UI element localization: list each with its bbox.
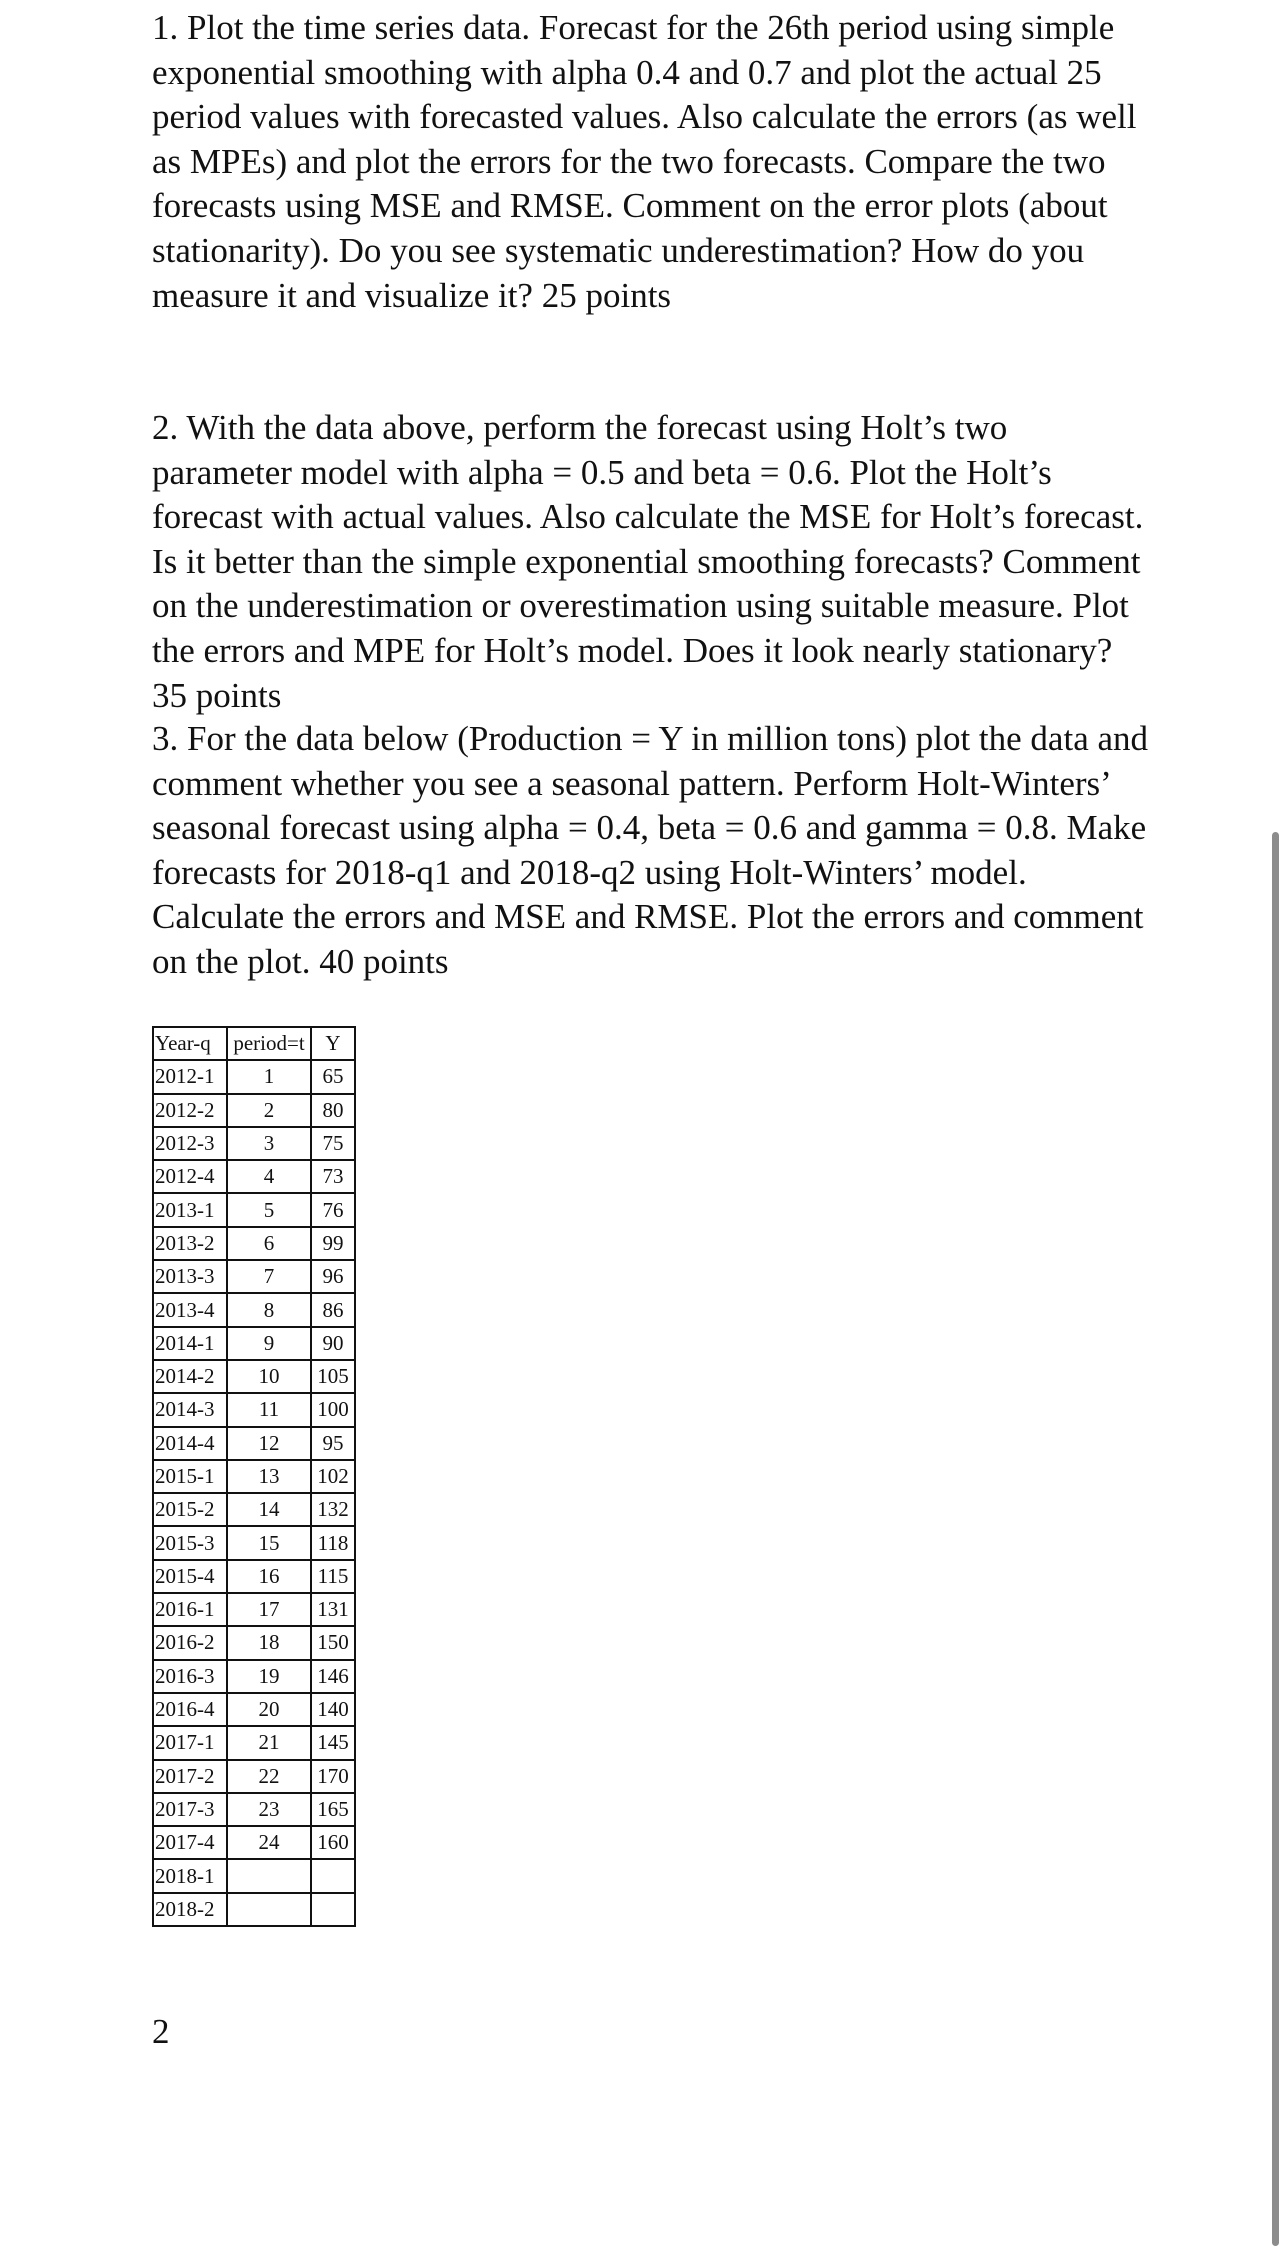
table-row xyxy=(153,1360,355,1393)
cell-year-quarter: 2014-3 xyxy=(153,1393,227,1426)
cell-period: 7 xyxy=(227,1260,311,1293)
cell-period: 1 xyxy=(227,1060,311,1093)
table-row xyxy=(153,1560,355,1593)
cell-period: 3 xyxy=(227,1127,311,1160)
cell-production: 131 xyxy=(311,1593,355,1626)
cell-year-quarter: 2017-2 xyxy=(153,1760,227,1793)
table-row xyxy=(153,1094,355,1127)
cell-production: 96 xyxy=(311,1260,355,1293)
cell-year-quarter: 2012-4 xyxy=(153,1160,227,1193)
cell-production: 73 xyxy=(311,1160,355,1193)
cell-period: 9 xyxy=(227,1327,311,1360)
cell-period: 21 xyxy=(227,1726,311,1759)
cell-period: 24 xyxy=(227,1826,311,1859)
table-row xyxy=(153,1393,355,1426)
cell-period: 10 xyxy=(227,1360,311,1393)
cell-production: 99 xyxy=(311,1227,355,1260)
cell-production: 160 xyxy=(311,1826,355,1859)
cell-year-quarter: 2012-3 xyxy=(153,1127,227,1160)
table-row xyxy=(153,1327,355,1360)
cell-production: 86 xyxy=(311,1293,355,1326)
cell-production: 118 xyxy=(311,1526,355,1559)
production-data-table xyxy=(152,1026,356,1927)
cell-production: 65 xyxy=(311,1060,355,1093)
table-body xyxy=(153,1060,355,1926)
cell-year-quarter: 2012-1 xyxy=(153,1060,227,1093)
cell-year-quarter: 2013-1 xyxy=(153,1193,227,1226)
table-row xyxy=(153,1193,355,1226)
table-row xyxy=(153,1660,355,1693)
cell-period: 23 xyxy=(227,1793,311,1826)
cell-period: 11 xyxy=(227,1393,311,1426)
header-period: period=t xyxy=(227,1027,311,1060)
cell-period: 12 xyxy=(227,1427,311,1460)
cell-period xyxy=(227,1859,311,1892)
cell-year-quarter: 2015-4 xyxy=(153,1560,227,1593)
cell-production: 100 xyxy=(311,1393,355,1426)
table-row xyxy=(153,1893,355,1926)
table-row xyxy=(153,1526,355,1559)
cell-year-quarter: 2017-1 xyxy=(153,1726,227,1759)
cell-production: 170 xyxy=(311,1760,355,1793)
table-row xyxy=(153,1060,355,1093)
cell-period: 15 xyxy=(227,1526,311,1559)
table-row xyxy=(153,1826,355,1859)
cell-year-quarter: 2016-1 xyxy=(153,1593,227,1626)
page-number: 2 xyxy=(152,2012,170,2051)
cell-year-quarter: 2016-3 xyxy=(153,1660,227,1693)
cell-year-quarter: 2015-1 xyxy=(153,1460,227,1493)
cell-production: 145 xyxy=(311,1726,355,1759)
table-row xyxy=(153,1460,355,1493)
table-row xyxy=(153,1793,355,1826)
table-header-row xyxy=(153,1027,355,1060)
vertical-scrollbar[interactable] xyxy=(1272,832,1279,2246)
cell-period xyxy=(227,1893,311,1926)
cell-year-quarter: 2013-4 xyxy=(153,1293,227,1326)
table-row xyxy=(153,1593,355,1626)
cell-period: 14 xyxy=(227,1493,311,1526)
cell-year-quarter: 2014-2 xyxy=(153,1360,227,1393)
cell-period: 22 xyxy=(227,1760,311,1793)
cell-period: 16 xyxy=(227,1560,311,1593)
cell-year-quarter: 2017-3 xyxy=(153,1793,227,1826)
header-production: Y xyxy=(311,1027,355,1060)
cell-period: 4 xyxy=(227,1160,311,1193)
cell-period: 19 xyxy=(227,1660,311,1693)
table-row xyxy=(153,1127,355,1160)
cell-period: 5 xyxy=(227,1193,311,1226)
cell-production: 115 xyxy=(311,1560,355,1593)
cell-production: 150 xyxy=(311,1626,355,1659)
cell-production: 165 xyxy=(311,1793,355,1826)
cell-production: 75 xyxy=(311,1127,355,1160)
table-row xyxy=(153,1859,355,1892)
header-year-quarter: Year-q xyxy=(153,1027,227,1060)
cell-year-quarter: 2015-2 xyxy=(153,1493,227,1526)
cell-period: 18 xyxy=(227,1626,311,1659)
cell-production xyxy=(311,1859,355,1892)
cell-production: 102 xyxy=(311,1460,355,1493)
cell-year-quarter: 2018-1 xyxy=(153,1859,227,1892)
table-row xyxy=(153,1227,355,1260)
cell-production xyxy=(311,1893,355,1926)
table-row xyxy=(153,1626,355,1659)
cell-production: 90 xyxy=(311,1327,355,1360)
cell-year-quarter: 2013-2 xyxy=(153,1227,227,1260)
cell-year-quarter: 2015-3 xyxy=(153,1526,227,1559)
cell-year-quarter: 2016-2 xyxy=(153,1626,227,1659)
cell-production: 80 xyxy=(311,1094,355,1127)
table-row xyxy=(153,1260,355,1293)
question-2: 2. With the data above, perform the forecast using Holt’s two parameter model with alpha = 0.5 and beta = 0.6. Plot the Holt’s forecast with actual values. Also calculate the MSE for Holt’s forecast. Is it better than the simple exponential smoothing forecasts? Comment on the underestimation or overestimation using suitable measure. Plot the errors and MPE for Holt’s model. Does it look nearly stationary? 35 points xyxy=(152,408,1144,715)
cell-year-quarter: 2014-4 xyxy=(153,1427,227,1460)
cell-period: 20 xyxy=(227,1693,311,1726)
table-row xyxy=(153,1693,355,1726)
table-row xyxy=(153,1160,355,1193)
cell-year-quarter: 2014-1 xyxy=(153,1327,227,1360)
cell-production: 105 xyxy=(311,1360,355,1393)
cell-period: 2 xyxy=(227,1094,311,1127)
cell-period: 8 xyxy=(227,1293,311,1326)
table-row xyxy=(153,1760,355,1793)
cell-period: 6 xyxy=(227,1227,311,1260)
cell-production: 140 xyxy=(311,1693,355,1726)
question-3: 3. For the data below (Production = Y in million tons) plot the data and comment whether you see a seasonal pattern. Perform Holt-Winters’ seasonal forecast using alpha = 0.4, beta = 0.6 and gamma = 0.8. Make forecasts for 2018-q1 and 2018-q2 using Holt-Winters’ model. Calculate the errors and MSE and RMSE. Plot the errors and comment on the plot. 40 points xyxy=(152,719,1149,981)
cell-year-quarter: 2018-2 xyxy=(153,1893,227,1926)
table-row xyxy=(153,1726,355,1759)
cell-period: 17 xyxy=(227,1593,311,1626)
table-row xyxy=(153,1493,355,1526)
cell-production: 132 xyxy=(311,1493,355,1526)
cell-production: 95 xyxy=(311,1427,355,1460)
cell-year-quarter: 2013-3 xyxy=(153,1260,227,1293)
cell-production: 146 xyxy=(311,1660,355,1693)
table-row xyxy=(153,1293,355,1326)
cell-period: 13 xyxy=(227,1460,311,1493)
cell-year-quarter: 2016-4 xyxy=(153,1693,227,1726)
cell-year-quarter: 2017-4 xyxy=(153,1826,227,1859)
cell-year-quarter: 2012-2 xyxy=(153,1094,227,1127)
cell-production: 76 xyxy=(311,1193,355,1226)
question-1: 1. Plot the time series data. Forecast for the 26th period using simple exponential smoothing with alpha 0.4 and 0.7 and plot the actual 25 period values with forecasted values. Also calculate the errors (as well as MPEs) and plot the errors for the two forecasts. Compare the two forecasts using MSE and RMSE. Comment on the error plots (about stationarity). Do you see systematic underestimation? How do you measure it and visualize it? 25 points xyxy=(152,8,1137,315)
table-row xyxy=(153,1427,355,1460)
